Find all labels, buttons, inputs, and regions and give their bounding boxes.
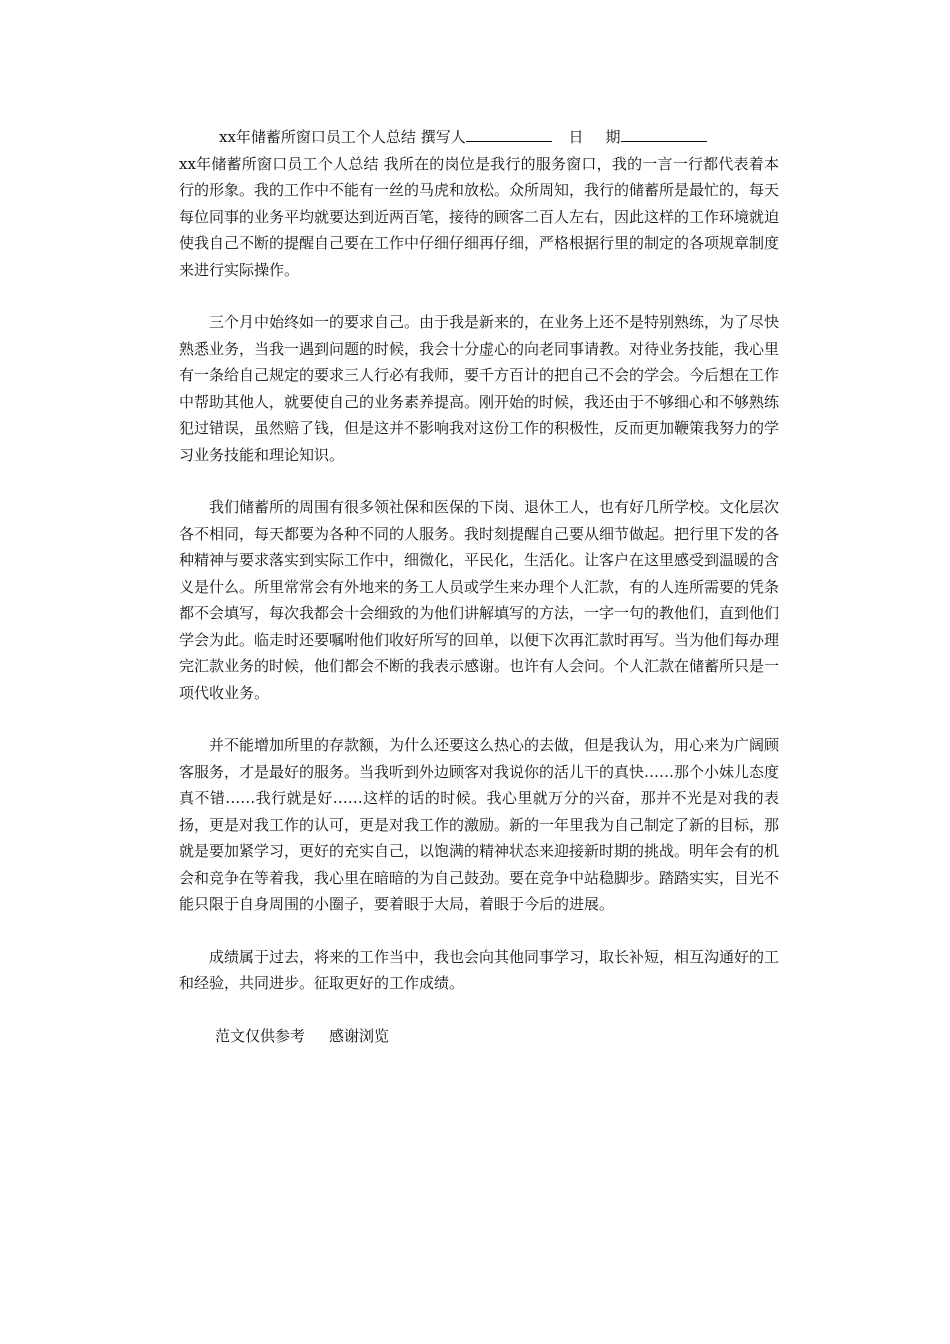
paragraph: 成绩属于过去，将来的工作当中，我也会向其他同事学习，取长补短，相互沟通好的工和经验，共同进步。征取更好的工作成绩。	[179, 947, 780, 992]
paragraph: 并不能增加所里的存款额，为什么还要这么热心的去做，但是我认为，用心来为广阔顾客服务，才是最好的服务。当我听到外边顾客对我说你的活儿干的真快……那个小妹儿态度真不错……我行就是好……这样的话的时候。我心里就万分的兴奋，那并不光是对我的表扬，更是对我工作的认可，更是对我工作的激励。新的一年里我为自己制定了新的目标，那就是要加紧学习，更好的充实自己，以饱满的精神状态来迎接新时期的挑战。明年会有的机会和竞争在等着我，我心里在暗暗的为自己鼓劲。要在竞争中站稳脚步。踏踏实实，目光不能只限于自身周围的小圈子，要着眼于大局，着眼于今后的进展。	[179, 736, 780, 913]
author-label: 撰写人	[420, 128, 466, 146]
paragraph: 我们储蓄所的周围有很多领社保和医保的下岗、退休工人，也有好几所学校。文化层次各不相同，每天都要为各种不同的人服务。我时刻提醒自己要从细节做起。把行里下发的各种精神与要求落实到实际工作中，细微化，平民化，生活化。让客户在这里感受到温暖的含义是什么。所里常常会有外地来的务工人员或学生来办理个人汇款，有的人连所需要的凭条都不会填写，每次我都会十会细致的为他们讲解填写的方法，一字一句的教他们，直到他们学会为此。临走时还要嘱咐他们收好所写的回单，以便下次再汇款时再写。当为他们每办理完汇款业务的时候，他们都会不断的我表示感谢。也许有人会问。个人汇款在储蓄所只是一项代收业务。	[179, 498, 780, 702]
footer-right: 感谢浏览	[329, 1026, 390, 1045]
date-blank	[621, 125, 707, 142]
date-label-2: 期	[605, 128, 621, 146]
document-page	[179, 124, 779, 1049]
author-blank	[466, 125, 552, 142]
document-title: xx年储蓄所窗口员工个人总结	[219, 128, 416, 146]
document-header	[179, 124, 779, 151]
paragraph: 三个月中始终如一的要求自己。由于我是新来的，在业务上还不是特别熟练，为了尽快熟悉业务，当我一遇到问题的时候，我会十分虚心的向老同事请教。对待业务技能，我心里有一条给自己规定的要求三人行必有我师，要千方百计的把自己不会的学会。今后想在工作中帮助其他人，就要使自己的业务素养提高。刚开始的时候，我还由于不够细心和不够熟练犯过错误，虽然赔了钱，但是这并不影响我对这份工作的积极性，反而更加鞭策我努力的学习业务技能和理论知识。	[179, 313, 780, 464]
footer-left: 范文仅供参考	[215, 1026, 306, 1045]
document-footer	[179, 1023, 779, 1050]
date-label-1: 日	[568, 128, 584, 146]
paragraph: xx年储蓄所窗口员工个人总结 我所在的岗位是我行的服务窗口，我的一言一行都代表着本行的形象。我的工作中不能有一丝的马虎和放松。众所周知，我行的储蓄所是最忙的，每天每位同事的业务平均就要达到近两百笔，接待的顾客二百人左右，因此这样的工作环境就迫使我自己不断的提醒自己要在工作中仔细仔细再仔细，严格根据行里的制定的各项规章制度来进行实际操作。	[179, 154, 780, 279]
